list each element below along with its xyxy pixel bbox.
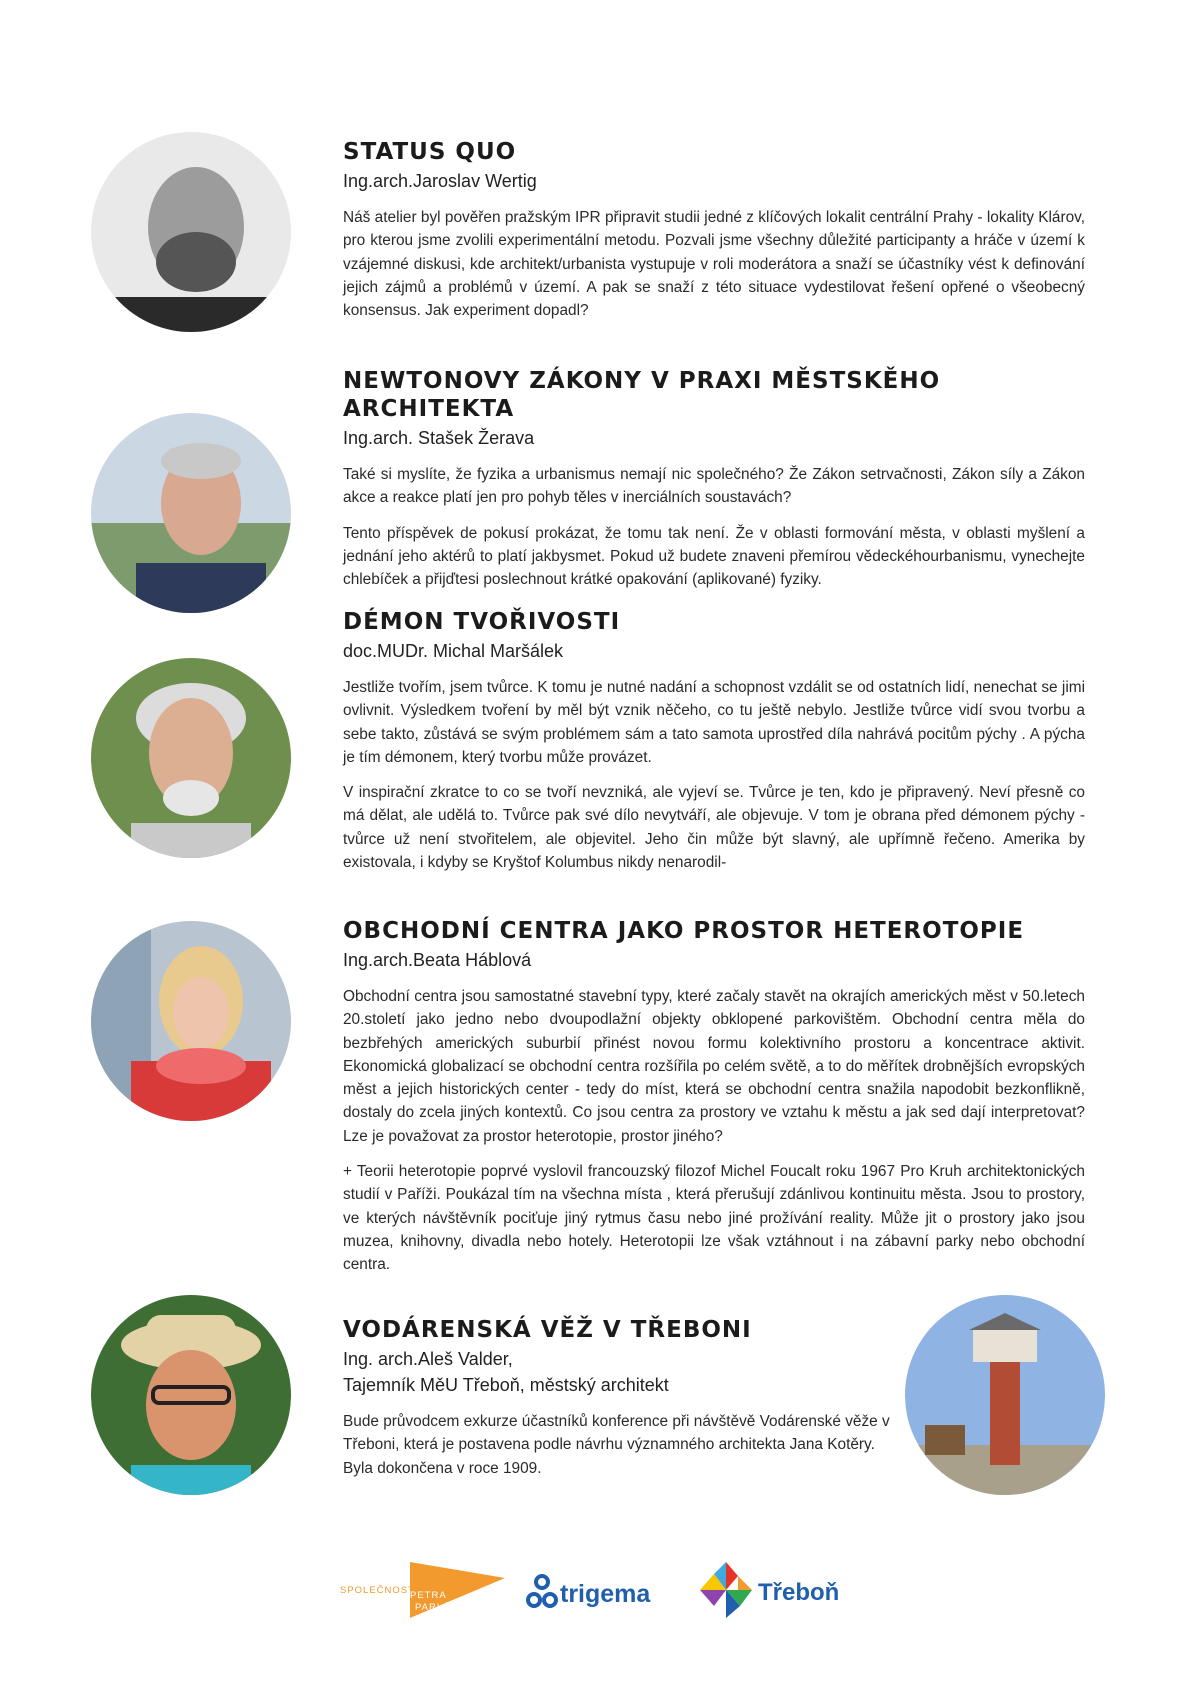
section-author: Ing.arch.Beata Háblová <box>343 950 532 970</box>
logo-text-petra: PETRA <box>410 1590 447 1601</box>
section-author: Ing. arch.Aleš Valder, <box>343 1349 513 1369</box>
section-paragraph: Tento příspěvek de pokusí prokázat, že tomu tak není. Že v oblasti formování města, v oblasti myšlení a jednání jeho aktérů to platí jakbysmet. Pokud už budete znaveni přemírou vědeckéhourbanismu, vynechejte chlebíček a přijďtesi poslechnout krátké opakování (aplikované) fyziky. <box>343 524 1085 589</box>
logo-text-parlere: PARLÉŘE <box>415 1602 466 1613</box>
logo-text-spolecnost: SPOLEČNOST <box>340 1585 415 1596</box>
water-tower-photo <box>905 1295 1105 1495</box>
section-paragraph: Jestliže tvořím, jsem tvůrce. K tomu je nutné nadání a schopnost vzdálit se od ostatních lidí, nenechat se jimi ovlivnit. Výsledkem tvoření by měl být vznik něčeho, co tu ještě nebylo. Jestliže tvůrce vidí svou tvorbu a sebe takto, zůstává se svým problémem sám a tato samota uprostřed díla nahrává pocitům pýchy . A pýcha je tím démonem, který tvorbu může provázet. <box>343 679 1085 766</box>
logo-trigema <box>526 1570 676 1614</box>
section-title: DÉMON TVOŘIVOSTI <box>343 609 621 635</box>
section-author-role: Tajemník MěU Třeboň, městský architekt <box>343 1375 669 1395</box>
footer-logos <box>0 1560 1191 1640</box>
section-author: Ing.arch.Jaroslav Wertig <box>343 171 537 191</box>
section-paragraph: Obchodní centra jsou samostatné stavební typy, které začaly stavět na okrajích amerických měst v 50.letech 20.století jako jedno nebo dvoupodlažní objekty obklopené parkovištěm. Obchodní centra měla do bezbřehých amerických suburbií přinést novou formu kolektivního prostoru a koncentrace aktivit. Ekonomická globalizací se obchodní centra rozšířila po celém světě, a to do měřítek drobnějších evropských měst a jejich historických center - tedy do míst, která se obchodní centra snažila napodobit bezkonflikně, dostaly do zcela jiných kontextů. Co jsou centra za prostory ve vztahu k městu a jak sed dají interpretovat? Lze je považovat za prostor heterotopie, prostor jiného? <box>343 988 1085 1145</box>
speaker-photo-hablova <box>91 921 291 1121</box>
section-title: NEWTONOVY ZÁKONY V PRAXI MĚSTSKĚHO ARCHITEKTA <box>343 368 941 422</box>
speaker-photo-wertig <box>91 132 291 332</box>
speaker-photo-valder <box>91 1295 291 1495</box>
section-paragraph: V inspirační zkratce to co se tvoří nevzniká, ale vyjeví se. Tvůrce je ten, kdo je připravený. Neví přesně co má dělat, ale udělá to. Tvůrce pak své dílo nevytváří, ale objevuje. V tom je obrana před démonem pýchy - tvůrce už není stvořitelem, ale objevitel. Jeho čin může být slavný, ale upřímně řečeno. Amerika by existovala, i kdyby se Kryštof Kolumbus nikdy nenarodil- <box>343 784 1085 872</box>
section-title: VODÁRENSKÁ VĚŽ V TŘEBONI <box>343 1317 752 1343</box>
section-title: STATUS QUO <box>343 139 517 165</box>
speaker-photo-marsalek <box>91 658 291 858</box>
logo-text-trebon: Třeboň <box>758 1579 840 1606</box>
section-paragraph: Také si myslíte, že fyzika a urbanismus nemají nic společného? Že Zákon setrvačnosti, Zákon síly a Zákon akce a reakce platí jen pro pohyb těles v inerciálních soustavách? <box>343 466 1085 507</box>
section-paragraph: Náš atelier byl pověřen pražským IPR připravit studii jedné z klíčových lokalit centrální Prahy - lokality Klárov, pro kterou jsme zvolili experimentální metodu. Pozvali jsme všechny důležité participanty a hráče v území k vzájemné diskusi, kde architekt/urbanista vystupuje v roli moderátora a snaží se účastníky vést k definování jejich zájmů a problémů v území. A pak se snaží z této situace vydestilovat řešení opřené o všeobecný konsensus. Jak experiment dopadl? <box>343 209 1085 320</box>
speaker-photo-zerava <box>91 413 291 613</box>
section-title: OBCHODNÍ CENTRA JAKO PROSTOR HETEROTOPIE <box>343 918 1025 944</box>
logo-trebon <box>700 1560 850 1622</box>
section-author: doc.MUDr. Michal Maršálek <box>343 641 564 661</box>
section-author: Ing.arch. Stašek Žerava <box>343 428 535 448</box>
section-paragraph: Bude průvodcem exkurze účastníků konference při návštěvě Vodárenské věže v Třeboni, která je postavena podle návrhu významného architekta Jana Kotěry. Byla dokončena v roce 1909. <box>343 1413 890 1477</box>
logo-spolecnost-petra-parlere <box>340 1560 505 1622</box>
section-paragraph: + Teorii heterotopie poprvé vyslovil francouzský filozof Michel Foucalt roku 1967 Pro Kruh architektonických studií v Paříži. Poukázal tím na všechna místa , která přerušují zdánlivou kontinuitu města. Jsou to prostory, ve kterých návštěvník pociťuje jiný rytmus času nebo jiné prožívání reality. Může jit o prostory jako jsou muzea, knihovny, divadla nebo hotely. Heterotopii lze však vztáhnout i na zábavní parky nebo obchodní centra. <box>343 1163 1085 1274</box>
logo-text-trigema: trigema <box>560 1580 651 1608</box>
